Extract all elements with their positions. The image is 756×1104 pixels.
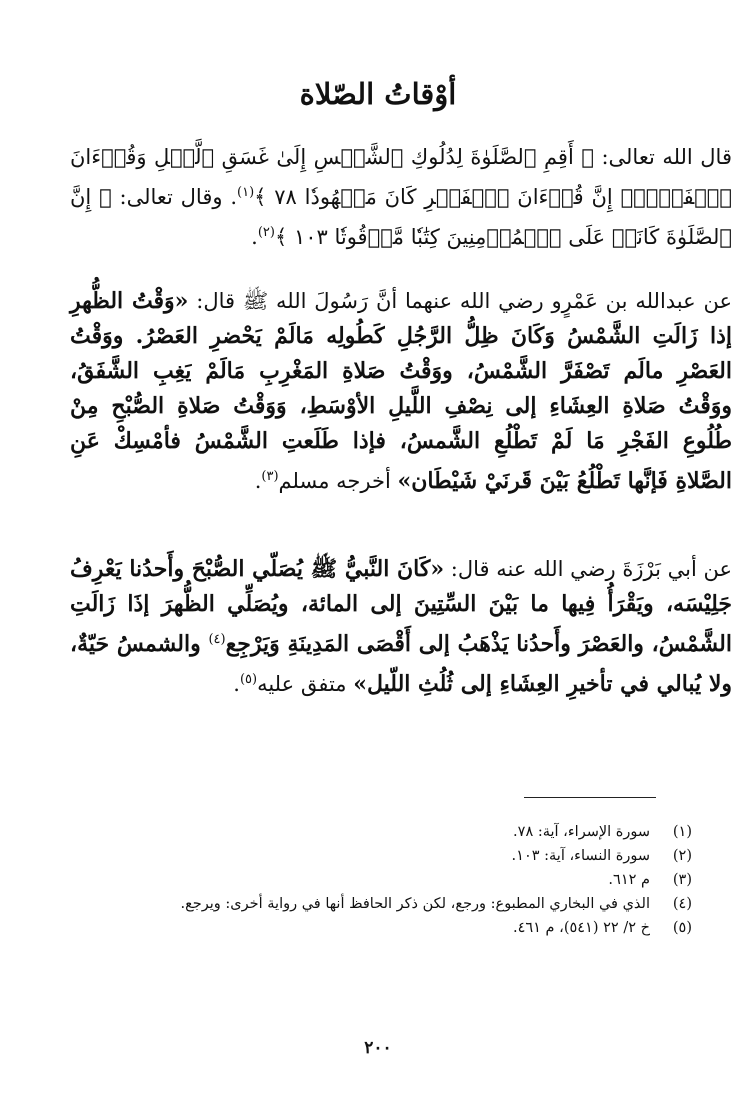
hadith-paragraph-1 [70, 284, 732, 499]
footnote-text: م ٦١٢. [608, 872, 650, 888]
footnote-item [80, 892, 692, 916]
footnote-ref-3[interactable]: (٣) [261, 469, 279, 484]
hadith-intro: عن أبي بَرْزَةَ رضي الله عنه قال: [444, 557, 732, 581]
paragraph-end: . [251, 225, 258, 249]
paragraph-end: . [254, 469, 262, 493]
footnote-separator [524, 797, 656, 798]
footnote-text: الذي في البخاري المطبوع: ورجع، لكن ذكر الحافظ أنها في رواية أخرى: ويرجع. [180, 896, 650, 912]
footnote-item [80, 844, 692, 868]
footnote-number: (٥) [672, 920, 692, 936]
quran-paragraph [70, 140, 732, 255]
footnotes-list [80, 820, 692, 940]
footnote-number: (٤) [672, 896, 692, 912]
footnote-text: سورة النساء، آية: ١٠٣. [511, 848, 650, 864]
hadith-source: أخرجه مسلم [278, 469, 398, 493]
footnote-ref-2[interactable]: (٢) [257, 225, 275, 240]
footnote-number: (٢) [672, 848, 692, 864]
footnote-text: سورة الإسراء، آية: ٧٨. [513, 824, 650, 840]
footnote-ref-4[interactable]: (٤) [208, 632, 226, 647]
footnote-item [80, 916, 692, 940]
hadith-text-continued: والشمسُ حَيّةٌ، ولا يُبالي في تأخيرِ العِشَاءِ إلى ثُلُثِ اللّيل» [70, 631, 732, 697]
hadith-intro: عن عبدالله بن عَمْرٍو رضي الله عنهما أنَّ رَسُولَ الله ﷺ قال: [196, 289, 732, 313]
footnote-item [80, 868, 692, 892]
hadith-text: «وَقْتُ الظُّهرِ إذا زَالَتِ الشَّمْسُ وَكَانَ ظِلُّ الرَّجُلِ كَطُولِه مَالَمْ يَحْضرِ العَصْرُ. ووَقْتُ العَصْرِ مالَم تَصْفَرَّ الشَّمْسُ، ووَقْتُ صَلاةِ المَغْرِبِ مَالَمْ يَغِبِ الشَّفَقُ، ووَقْتُ صَلاةِ العِشَاءِ إلى نِصْفِ اللَّيلِ الأوْسَطِ، وَوَقْتُ صَلاةِ الصُّبْحِ مِنْ طُلُوعِ الفَجْرِ مَا لَمْ تَطْلُعِ الشَّمسُ، فإذا طَلَعتِ الشَّمْسُ فأمْسِكْ عَنِ الصَّلاةِ فَإنَّها تَطْلُعُ بَيْنَ قَرنَيْ شَيْطَان» [70, 288, 732, 494]
hadith-paragraph-2 [70, 552, 732, 702]
page-number: ٢٠٠ [364, 1038, 392, 1058]
footnote-text: خ ٢/ ٢٢ (٥٤١)، م ٤٦١. [512, 920, 650, 936]
footnote-number: (١) [672, 824, 692, 840]
paragraph-end: . [233, 672, 240, 696]
footnote-number: (٣) [672, 872, 692, 888]
footnote-item [80, 820, 692, 844]
footnote-ref-5[interactable]: (٥) [239, 672, 258, 687]
hadith-source: متفق عليه [257, 672, 354, 696]
quran-verse-1: قال الله تعالى: ﴿ أَقِمِ ٱلصَّلَوٰةَ لِدُلُوكِ ٱلشَّمۡسِ إِلَىٰ غَسَقِ ٱلَّيۡلِ وَقُرۡءَانَ ٱلۡفَجۡرِۖ إِنَّ قُرۡءَانَ ٱلۡفَجۡرِ كَانَ مَشۡهُودٗا ٧٨ ﴾ [70, 145, 733, 209]
quran-verse-2: . وقال تعالى: ﴿ إِنَّ ٱلصَّلَوٰةَ كَانَتۡ عَلَى ٱلۡمُؤۡمِنِينَ كِتَٰبٗا مَّوۡقُوتٗا ١٠٣ ﴾ [70, 185, 732, 249]
hadith-text: «كَانَ النَّبيُّ ﷺ يُصَلّي الصُّبْحَ وأَحدُنا يَعْرِفُ جَلِيْسَه، ويَقْرَأُ فِيها ما بَيْنَ السِّتِينَ إلى المائة، ويُصَلِّي الظُّهرَ إذَا زَالَتِ الشَّمْسُ، والعَصْرَ وأَحدُنا يَذْهَبُ إلى أَقْصَى المَدِينَةِ وَيَرْجِع [70, 556, 732, 657]
footnote-ref-1[interactable]: (١) [237, 185, 255, 200]
page-title: أوْقاتُ الصّلاة [299, 77, 457, 112]
